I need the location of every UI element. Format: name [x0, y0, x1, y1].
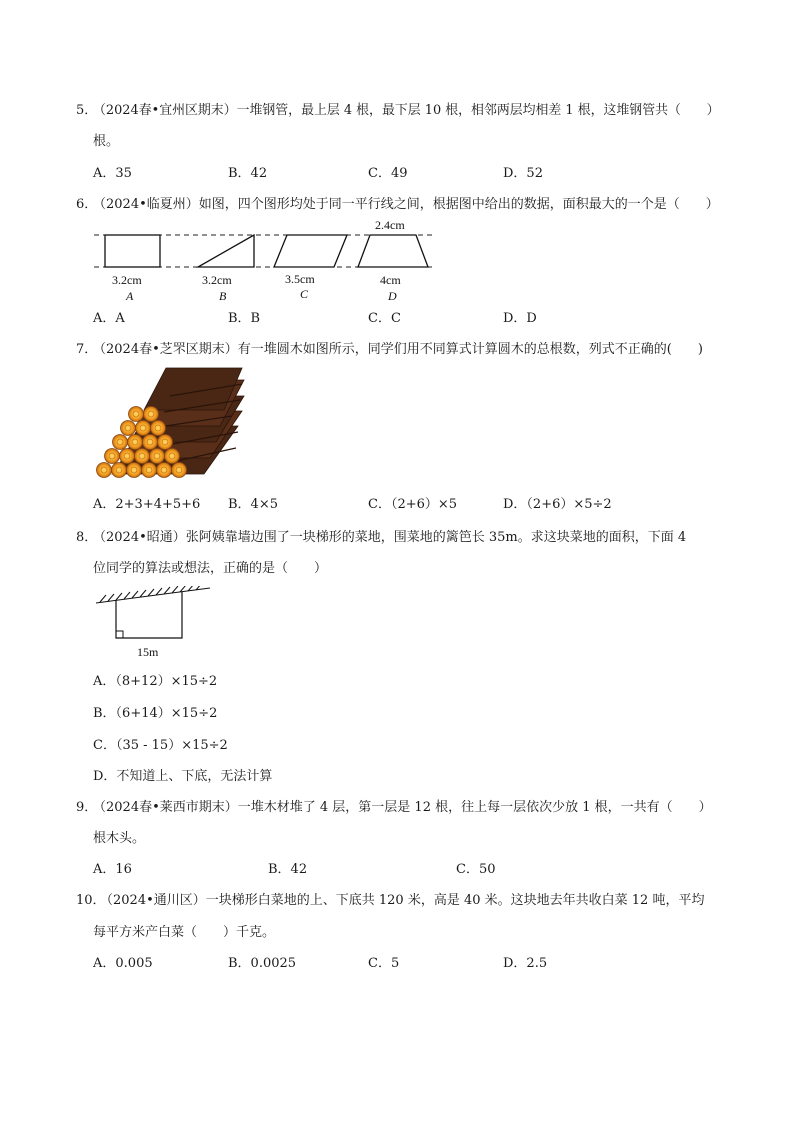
- q10-option-a: A．0.005: [93, 956, 153, 971]
- q6-top-label: 2.4cm: [375, 218, 405, 232]
- q6-stem-line1: （2024•临夏州）如图，四个图形均处于同一平行线之间，根据图中给出的数据，面积最大的一个是（ ）: [93, 197, 719, 212]
- q8-number: 8．: [76, 530, 98, 545]
- q7-option-a: A．2+3+4+5+6: [93, 497, 201, 512]
- q6-letter-c: C: [300, 287, 309, 301]
- q7-option-c: C．（2+6）×5: [368, 497, 458, 512]
- q10-number: 10．: [76, 893, 106, 908]
- q6-letter-d: D: [388, 289, 397, 303]
- q8-wall-trapezoid-figure: [92, 586, 216, 662]
- q7-option-d: D．（2+6）×5÷2: [503, 497, 612, 512]
- q5-option-c: C．49: [368, 166, 408, 181]
- q6-shape-d-trapezoid: [358, 235, 428, 267]
- q5-option-a: A．35: [93, 166, 132, 181]
- q5-option-b: B．42: [228, 166, 268, 181]
- q10-option-b: B．0.0025: [228, 956, 297, 971]
- q8-option-d: D．不知道上、下底，无法计算: [93, 769, 273, 784]
- q8-option-a: A．（8+12）×15÷2: [93, 674, 218, 689]
- q9-stem-line1: （2024春•莱西市期末）一堆木材堆了 4 层，第一层是 12 根，往上每一层依次少放 1 根，一共有（ ）: [93, 800, 712, 815]
- q8-stem-line2: 位同学的算法或想法，正确的是（ ）: [93, 561, 328, 576]
- q9-option-c: C．50: [456, 862, 496, 877]
- wall-hatching: [96, 586, 210, 603]
- q7-log-pile-image: [92, 366, 252, 486]
- q5-option-d: D．52: [503, 166, 543, 181]
- q9-number: 9．: [76, 800, 98, 815]
- q8-option-c: C．（35 - 15）×15÷2: [93, 738, 228, 753]
- q7-stem-line1: （2024春•芝罘区期末）有一堆圆木如图所示，同学们用不同算式计算圆木的总根数，列式不正确的( ): [93, 342, 703, 357]
- q5-stem-line1: （2024春•宜州区期末）一堆钢管，最上层 4 根，最下层 10 根，相邻两层均相差 1 根，这堆钢管共（ ）: [93, 103, 720, 118]
- q6-number: 6．: [76, 197, 98, 212]
- q10-stem-line2: 每平方米产白菜（ ）千克。: [93, 925, 276, 940]
- q6-shape-a-rectangle: [105, 235, 160, 267]
- q10-option-c: C．5: [368, 956, 400, 971]
- q9-option-a: A．16: [93, 862, 132, 877]
- q6-letter-a: A: [126, 289, 134, 303]
- q8-stem-line1: （2024•昭通）张阿姨靠墙边围了一块梯形的菜地，围菜地的篱笆长 35m。求这块菜地的面积，下面 4: [93, 530, 687, 545]
- q6-label-d: 4cm: [380, 273, 401, 287]
- q6-option-a: A．A: [93, 311, 125, 326]
- q6-label-b: 3.2cm: [202, 273, 232, 287]
- right-angle-mark: [116, 631, 123, 638]
- q6-option-b: B．B: [228, 311, 261, 326]
- q6-option-d: D．D: [503, 311, 537, 326]
- q6-shape-c-parallelogram: [274, 235, 347, 267]
- q8-figure-label: 15m: [137, 645, 159, 659]
- q10-stem-line1: （2024•通川区）一块梯形白菜地的上、下底共 120 米，高是 40 米。这块地去年共收白菜 12 吨，平均: [100, 893, 705, 908]
- q6-letter-b: B: [219, 289, 227, 303]
- q6-label-a: 3.2cm: [112, 273, 142, 287]
- q9-option-b: B．42: [268, 862, 308, 877]
- q5-number: 5．: [76, 103, 98, 118]
- q8-option-b: B．（6+14）×15÷2: [93, 706, 218, 721]
- q6-figure: [90, 216, 450, 306]
- q7-option-b: B．4×5: [228, 497, 278, 512]
- q6-option-c: C．C: [368, 311, 401, 326]
- q7-number: 7．: [76, 342, 98, 357]
- q6-label-c: 3.5cm: [285, 272, 315, 286]
- q5-stem-line2: 根。: [93, 134, 120, 149]
- q6-shape-b-triangle: [198, 235, 254, 267]
- q10-option-d: D．2.5: [503, 956, 548, 971]
- q9-stem-line2: 根木头。: [93, 831, 146, 846]
